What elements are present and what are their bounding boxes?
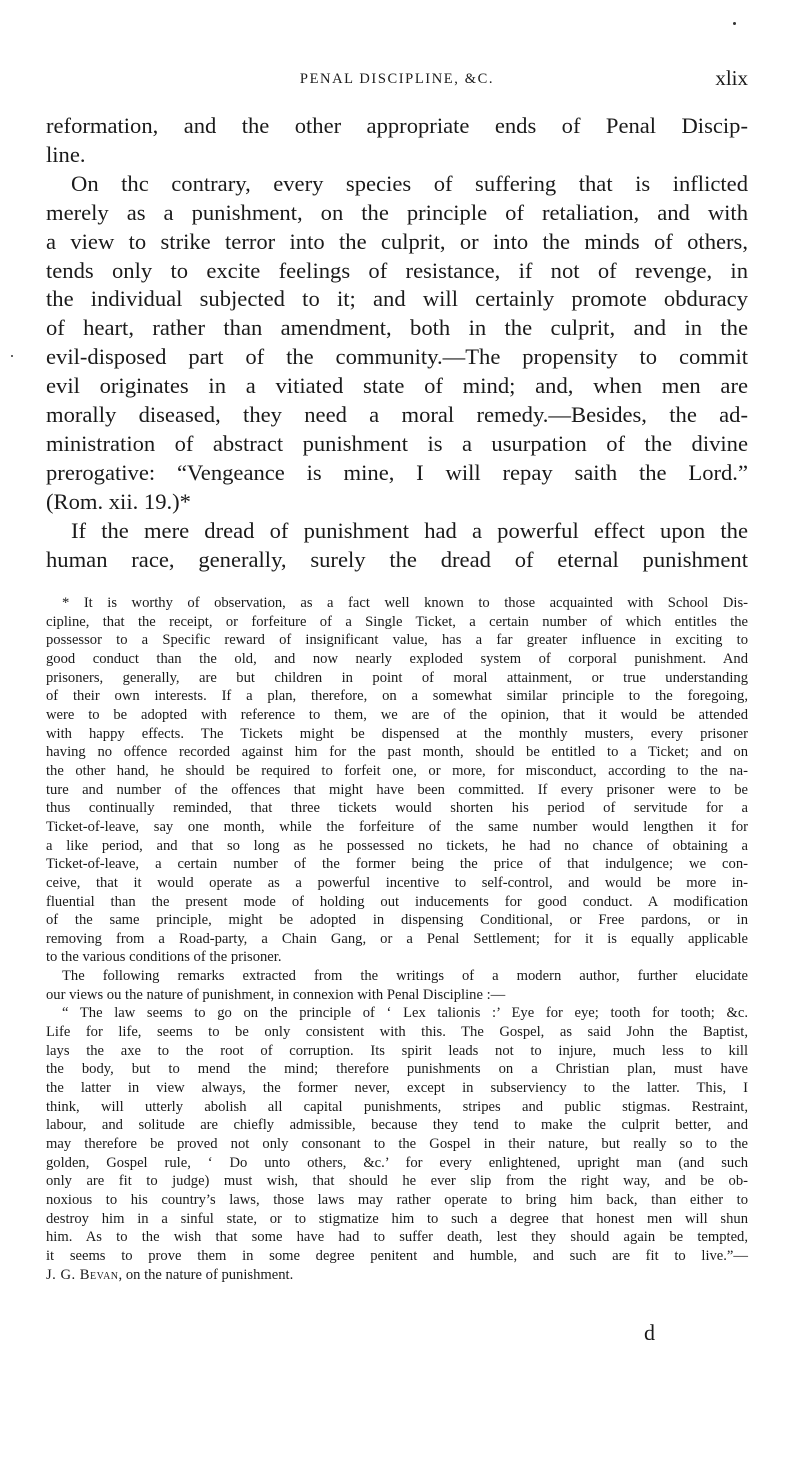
text-line: merely as a punishment, on the principle of retaliation, and with — [46, 199, 748, 225]
footnote-line: * It is worthy of observation, as a fact well known to those acquainted with School Dis- — [62, 595, 748, 611]
text-line: the individual subjected to it; and will certainly promote obduracy — [46, 286, 748, 312]
footnote-line: were to be adopted with reference to them, we are of the opinion, that it would be attended — [46, 706, 748, 723]
footnote-line: only are fit to judge) must wish, that should he ever slip from the right way, and be ob- — [46, 1173, 748, 1190]
main-text — [46, 112, 748, 575]
text-line: ministration of abstract punishment is a usurpation of the divine — [46, 430, 748, 456]
footnote-line: noxious to his country’s laws, those laws may rather operate to bring him back, than either to — [46, 1192, 748, 1208]
footnote-line: the body, but to mend the mind; therefore punishments on a Christian plan, must have — [46, 1061, 748, 1078]
footnote-quotation — [46, 1004, 748, 1284]
footnote-line: the latter in view always, the former never, except in subserviency to the latter. This, I — [46, 1080, 748, 1097]
footnote-line: Life for life, seems to be only consistent with this. The Gospel, as said John the Baptist, — [46, 1024, 748, 1041]
text-line: tends only to excite feelings of resistance, if not of revenge, in — [46, 257, 748, 283]
footnote-paragraph — [46, 967, 748, 1004]
footnote-line: The following remarks extracted from the writings of a modern author, further elucidate — [62, 968, 748, 985]
footnote-line: destroy him in a sinful state, or to stigmatize him to such a degree that honest men will shun — [46, 1210, 748, 1227]
text-line: morally diseased, they need a moral remedy.—Besides, the ad- — [46, 402, 748, 428]
page-header — [46, 66, 748, 92]
text-line: prerogative: “Vengeance is mine, I will repay saith the Lord.” — [46, 459, 748, 485]
scan-speck — [11, 355, 13, 357]
footnote-line: thus continually reminded, that three tickets would shorten his period of servitude for a — [46, 800, 748, 817]
text-line: evil originates in a vitiated state of mind; and, when men are — [46, 373, 748, 399]
footnote-line: “ The law seems to go on the principle of ‘ Lex talionis :’ Eye for eye; tooth for tooth; &c. — [62, 1005, 748, 1022]
footnote-line: may therefore be proved not only consonant to the Gospel in their nature, but really so to the — [46, 1136, 748, 1153]
footnote-line: Ticket-of-leave, say one month, while the forfeiture of the same number would lengthen it for — [46, 818, 748, 835]
footnote-line: good conduct than the old, and now nearly exploded system of corporal punishment. And — [46, 650, 748, 667]
footnote-line: ture and number of the offences that might have been committed. If every prisoner were to be — [46, 781, 748, 798]
paragraph — [46, 170, 748, 517]
footnote-paragraph — [46, 594, 748, 967]
paragraph — [46, 517, 748, 575]
running-head: PENAL DISCIPLINE, &C. — [299, 71, 495, 87]
footnote-line: him. As to the wish that some have had to suffer death, lest they should again be tempted, — [46, 1229, 748, 1246]
attribution — [46, 1266, 748, 1285]
footnote-line: our views ou the nature of punishment, in connexion with Penal Discipline :— — [46, 986, 506, 1003]
footnote-line: of the same principle, might be adopted in dispensing Conditional, or Free pardons, or in — [46, 912, 748, 929]
footnote — [46, 594, 748, 1284]
footnote-line: labour, and solitude are chiefly admissible, because they tend to make the culprit better, and — [46, 1117, 748, 1134]
footnote-line: to the various conditions of the prisoner. — [46, 949, 282, 966]
text-line: On thc contrary, every species of suffering that is inflicted — [71, 170, 748, 196]
text-line: evil-disposed part of the community.—The propensity to commit — [46, 344, 748, 370]
footnote-line: removing from a Road-party, a Chain Gang, or a Penal Settlement; for it is equally applicable — [46, 930, 748, 947]
scan-speck — [733, 22, 736, 25]
footnote-line: fluential than the present mode of holding out inducements for good conduct. A modification — [46, 893, 748, 910]
footnote-line: a like period, and that so long as he possessed no tickets, he had no chance of obtaining a — [46, 837, 748, 854]
footnote-line: Ticket-of-leave, a certain number of the former being the price of that indulgence; we con- — [46, 856, 748, 873]
text-line: If the mere dread of punishment had a powerful effect upon the — [71, 517, 748, 543]
paragraph — [46, 112, 748, 170]
page-number: xlix — [715, 66, 748, 90]
attribution-author: J. G. Bevan — [46, 1266, 119, 1283]
footnote-line: ceive, that it would operate as a powerful incentive to self-control, and would be more in- — [46, 874, 748, 891]
text-line: a view to strike terror into the culprit, or into the minds of others, — [46, 228, 748, 254]
text-line: human race, generally, surely the dread of eternal punishment — [46, 546, 748, 572]
text-line: of heart, rather than amendment, both in the culprit, and in the — [46, 315, 748, 341]
footnote-line: with happy effects. The Tickets might be dispensed at the monthly musters, every prisoner — [46, 725, 748, 742]
footnote-line: the other hand, he should be required to forfeit one, or more, for misconduct, according to the na- — [46, 762, 748, 779]
text-line: (Rom. xii. 19.)* — [46, 488, 191, 514]
footnote-line: cipline, that the receipt, or forfeiture of a Single Ticket, a certain number of which entitles the — [46, 613, 748, 630]
signature-mark: d — [644, 1320, 655, 1345]
footnote-line: it seems to prove them in some degree penitent and humble, and such are fit to live.”— — [46, 1247, 748, 1264]
footnote-line: lays the axe to the root of corruption. Its spirit leads not to injure, much less to kill — [46, 1042, 748, 1059]
footnote-line: possessor to a Specific reward of insignificant value, has a far greater influence in exciting to — [46, 632, 748, 649]
text-line: reformation, and the other appropriate ends of Penal Discip- — [46, 113, 748, 138]
footnote-line: having no offence recorded against him for the past month, should be entitled to a Ticket; and on — [46, 744, 748, 761]
footnote-line: prisoners, generally, are but children in point of moral attainment, or true understanding — [46, 669, 748, 686]
footnote-line: golden, Gospel rule, ‘ Do unto others, &c.’ for every enlightened, upright man (and such — [46, 1154, 748, 1171]
footnote-line: of their own interests. If a plan, therefore, on a somewhat similar principle to the foregoing, — [46, 688, 748, 705]
attribution-text: , on the nature of punishment. — [118, 1266, 294, 1283]
text-line: line. — [46, 141, 86, 167]
footnote-line: think, will utterly abolish all capital punishments, stripes and public stigmas. Restraint, — [46, 1098, 748, 1115]
